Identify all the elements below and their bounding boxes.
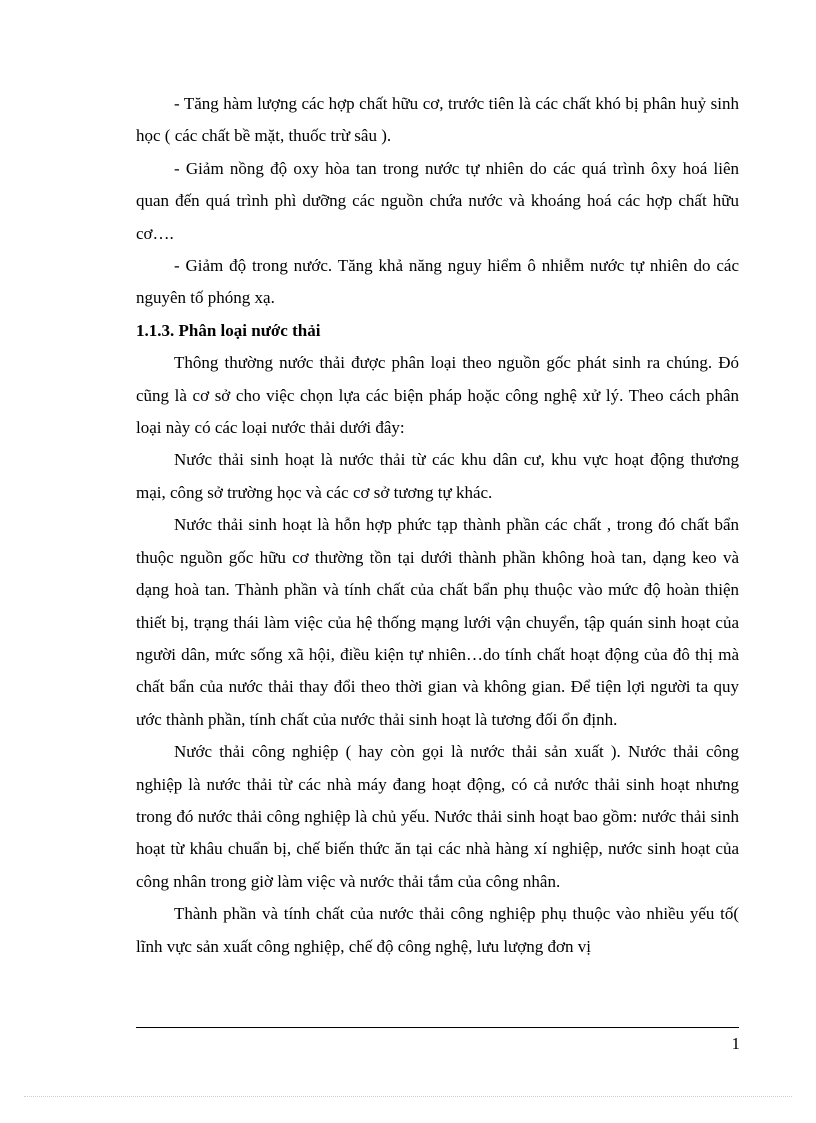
paragraph-industrial-composition: Thành phần và tính chất của nước thải công nghiệp phụ thuộc vào nhiều yếu tố( lĩnh vực sản xuất công nghiệp, chế độ công nghệ, lưu lượng đơn vị: [136, 904, 739, 956]
footer-rule: [136, 1027, 739, 1028]
paragraph-classification-intro: Thông thường nước thải được phân loại theo nguồn gốc phát sinh ra chúng. Đó cũng là cơ sở cho việc chọn lựa các biện pháp hoặc công nghệ xử lý. Theo cách phân loại này có các loại nước thải dưới đây:: [136, 353, 739, 438]
page-body: [136, 88, 739, 963]
paragraph-water-clarity: - Giảm độ trong nước. Tăng khả năng nguy hiểm ô nhiễm nước tự nhiên do các nguyên tố phóng xạ.: [136, 256, 739, 308]
page-number: 1: [731, 1034, 740, 1053]
paragraph-organic-compounds: - Tăng hàm lượng các hợp chất hữu cơ, trước tiên là các chất khó bị phân huỷ sinh học ( các chất bề mặt, thuốc trừ sâu ).: [136, 94, 739, 146]
page-bottom-border: [24, 1096, 792, 1097]
paragraph-domestic-definition: Nước thải sinh hoạt là nước thải từ các khu dân cư, khu vực hoạt động thương mại, công sở trường học và các cơ sở tương tự khác.: [136, 450, 739, 502]
paragraph-domestic-composition: Nước thải sinh hoạt là hỗn hợp phức tạp thành phần các chất , trong đó chất bẩn thuộc nguồn gốc hữu cơ thường tồn tại dưới thành phần không hoà tan, dạng keo và dạng hoà tan. Thành phần và tính chất của chất bẩn phụ thuộc vào mức độ hoàn thiện thiết bị, trạng thái làm việc của hệ thống mạng lưới vận chuyển, tập quán sinh hoạt của người dân, mức sống xã hội, điều kiện tự nhiên…do tính chất hoạt động của đô thị mà chất bẩn của nước thải thay đổi theo thời gian và không gian. Để tiện lợi người ta quy ước thành phần, tính chất của nước thải sinh hoạt là tương đối ổn định.: [136, 515, 739, 729]
paragraph-dissolved-oxygen: - Giảm nồng độ oxy hòa tan trong nước tự nhiên do các quá trình ôxy hoá liên quan đến quá trình phì dưỡng các nguồn chứa nước và khoáng hoá các hợp chất hữu cơ….: [136, 158, 739, 243]
paragraph-industrial-definition: Nước thải công nghiệp ( hay còn gọi là nước thải sản xuất ). Nước thải công nghiệp là nước thải từ các nhà máy đang hoạt động, có cả nước thải sinh hoạt nhưng trong đó nước thải công nghiệp là chủ yếu. Nước thải sinh hoạt bao gồm: nước thải sinh hoạt từ khâu chuẩn bị, chế biến thức ăn tại các nhà hàng xí nghiệp, nước sinh hoạt của công nhân trong giờ làm việc và nước thải tắm của công nhân.: [136, 742, 739, 891]
section-heading: 1.1.3. Phân loại nước thải: [136, 320, 321, 340]
